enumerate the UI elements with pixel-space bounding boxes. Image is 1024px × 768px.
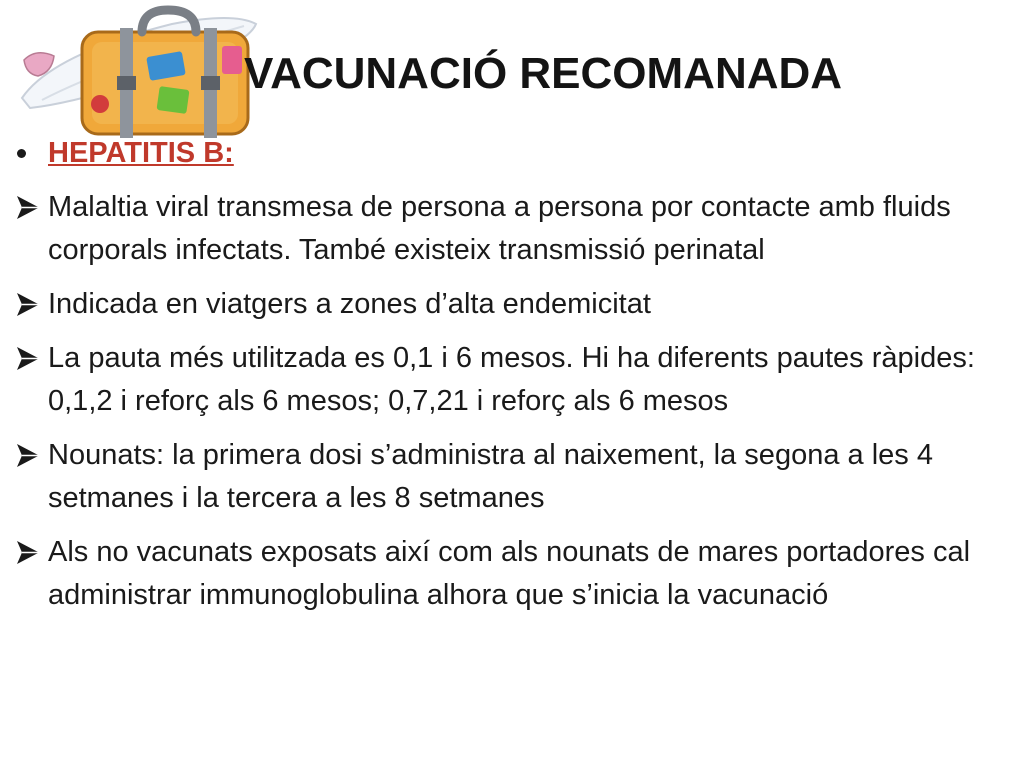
list-item (14, 531, 1004, 617)
list-item (14, 186, 1004, 272)
slide-title: VACUNACIÓ RECOMANADA (244, 49, 843, 98)
bullet-list (14, 132, 1004, 628)
list-item (14, 434, 1004, 520)
point-text: Nounats: la primera dosi s’administra al naixement, la segona a les 4 setmanes i la tercera a les 8 setmanes (48, 439, 933, 514)
list-item (14, 132, 1004, 175)
round-bullet-icon (14, 132, 44, 175)
point-text: Malaltia viral transmesa de persona a persona por contacte amb fluids corporals infectats. També existeix transmissió perinatal (48, 191, 951, 266)
list-item (14, 283, 1004, 326)
point-text: Als no vacunats exposats així com als nounats de mares portadores cal administrar immunoglobulina alhora que s’inicia la vacunació (48, 536, 971, 611)
arrow-bullet-icon (14, 186, 44, 229)
arrow-bullet-icon (14, 283, 44, 326)
arrow-bullet-icon (14, 531, 44, 574)
section-heading: HEPATITIS B: (48, 137, 234, 169)
list-item (14, 337, 1004, 423)
point-text: Indicada en viatgers a zones d’alta endemicitat (48, 288, 651, 320)
suitcase-icon (8, 2, 268, 150)
arrow-bullet-icon (14, 434, 44, 477)
arrow-bullet-icon (14, 337, 44, 380)
point-text: La pauta més utilitzada es 0,1 i 6 mesos. Hi ha diferents pautes ràpides: 0,1,2 i reforç als 6 mesos; 0,7,21 i reforç als 6 mesos (48, 342, 975, 417)
